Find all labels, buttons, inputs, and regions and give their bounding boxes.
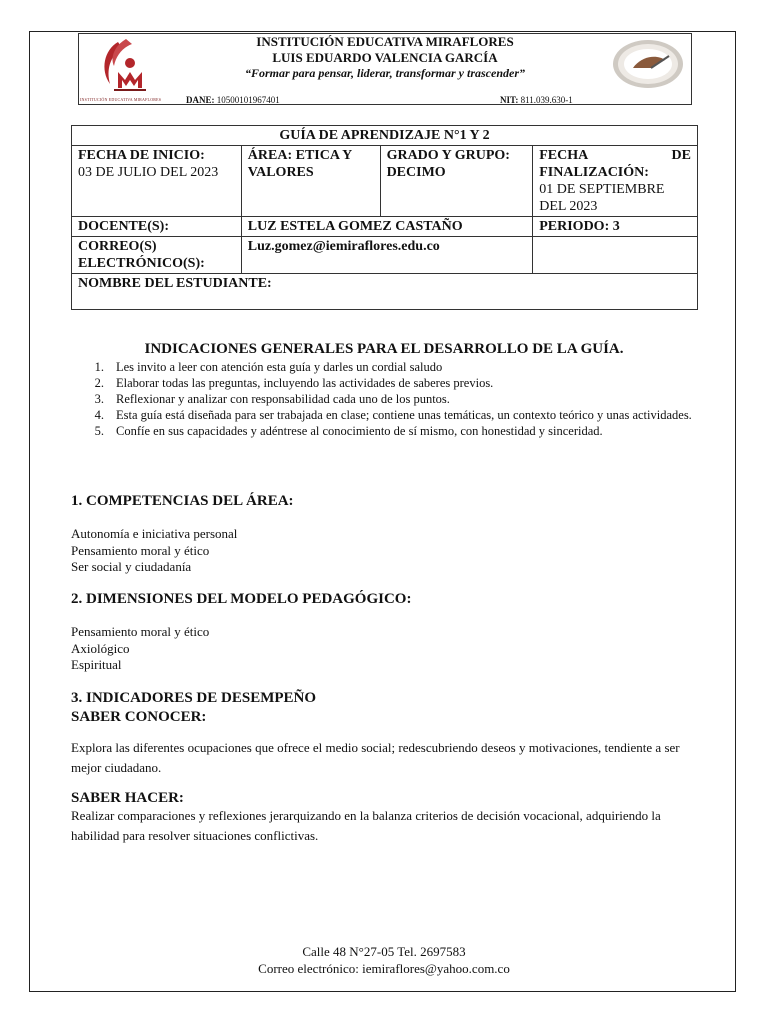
email-value: Luz.gomez@iemiraflores.edu.co: [241, 237, 532, 274]
institution-title: INSTITUCIÓN EDUCATIVA MIRAFLORES: [256, 34, 514, 49]
institution-subtitle: LUIS EDUARDO VALENCIA GARCÍA: [272, 50, 498, 65]
list-item: 5. Confíe en sus capacidades y adéntrese al conocimiento de sí mismo, con honestidad y sinceridad.: [94, 424, 603, 438]
email-label: CORREO(S) ELECTRÓNICO(S):: [72, 237, 242, 274]
indications-list: [86, 359, 706, 439]
list-item: 1. Les invito a leer con atención esta guía y darles un cordial saludo: [94, 360, 443, 374]
list-item: Pensamiento moral y ético: [71, 624, 210, 639]
list-item: Autonomía e iniciativa personal: [71, 526, 238, 541]
email-empty-cell: [533, 237, 698, 274]
period-cell: PERIODO: 3: [533, 217, 698, 237]
institution-logo: [96, 36, 158, 98]
teacher-value: LUZ ESTELA GOMEZ CASTAÑO: [241, 217, 532, 237]
list-item: Espiritual: [71, 657, 122, 672]
saber-hacer-title: SABER HACER:: [71, 790, 184, 806]
dimensiones-list: [71, 624, 209, 674]
indicadores-title: 3. INDICADORES DE DESEMPEÑO: [71, 690, 317, 706]
end-date-label-2: FINALIZACIÓN:: [539, 165, 649, 180]
teacher-label: DOCENTE(S):: [72, 217, 242, 237]
grade-cell: GRADO Y GRUPO: DECIMO: [380, 146, 533, 217]
start-date-label: FECHA DE INICIO:: [78, 148, 205, 163]
list-item: 2. Elaborar todas las preguntas, incluyendo las actividades de saberes previos.: [94, 376, 494, 390]
list-item: 4. Esta guía está diseñada para ser trabajada en clase; contiene unas temáticas, un contexto teórico y unas actividades.: [94, 408, 692, 422]
competencias-list: [71, 526, 237, 576]
guide-info-table: [71, 125, 698, 310]
dimensiones-title: 2. DIMENSIONES DEL MODELO PEDAGÓGICO:: [71, 591, 412, 607]
end-date-value: 01 DE SEPTIEMBRE DEL 2023: [539, 182, 665, 214]
start-date-cell: [72, 146, 242, 217]
institution-motto: “Formar para pensar, liderar, transformar y trascender”: [244, 66, 526, 80]
list-item: 3. Reflexionar y analizar con responsabilidad cada uno de los puntos.: [94, 392, 450, 406]
start-date-value: 03 DE JULIO DEL 2023: [78, 165, 219, 180]
logo-caption: INSTITUCIÓN EDUCATIVA MIRAFLORES: [80, 97, 162, 102]
footer-address: Calle 48 N°27-05 Tel. 2697583: [302, 944, 466, 959]
list-item: Pensamiento moral y ético: [71, 542, 210, 558]
competencias-title: 1. COMPETENCIAS DEL ÁREA:: [71, 493, 294, 509]
student-name-field[interactable]: NOMBRE DEL ESTUDIANTE:: [72, 274, 698, 310]
nit-code: NIT: 811.039.630-1: [500, 95, 573, 105]
dane-code: DANE: 10500101967401: [186, 95, 280, 105]
list-item: Axiológico: [71, 640, 130, 656]
footer-email: Correo electrónico: iemiraflores@yahoo.com.co: [258, 961, 510, 976]
saber-conocer-title: SABER CONOCER:: [71, 709, 207, 725]
saber-hacer-text: Realizar comparaciones y reflexiones jerarquizando en la balanza criterios de decisión vocacional, adquiriendo la habilidad para resolver situaciones conflictivas.: [71, 808, 661, 843]
seal-logo: [611, 38, 685, 90]
guide-title: GUÍA DE APRENDIZAJE N°1 Y 2: [72, 126, 698, 146]
list-item: Ser social y ciudadanía: [71, 559, 192, 574]
end-date-label: FECHA DE: [539, 148, 691, 163]
area-cell: ÁREA: ETICA Y VALORES: [241, 146, 380, 217]
end-date-cell: [533, 146, 698, 217]
saber-conocer-text: Explora las diferentes ocupaciones que ofrece el medio social; redescubriendo deseos y motivaciones, tendiente a ser mejor ciudadano.: [71, 740, 680, 775]
indications-title: INDICACIONES GENERALES PARA EL DESARROLLO DE LA GUÍA.: [144, 341, 624, 357]
